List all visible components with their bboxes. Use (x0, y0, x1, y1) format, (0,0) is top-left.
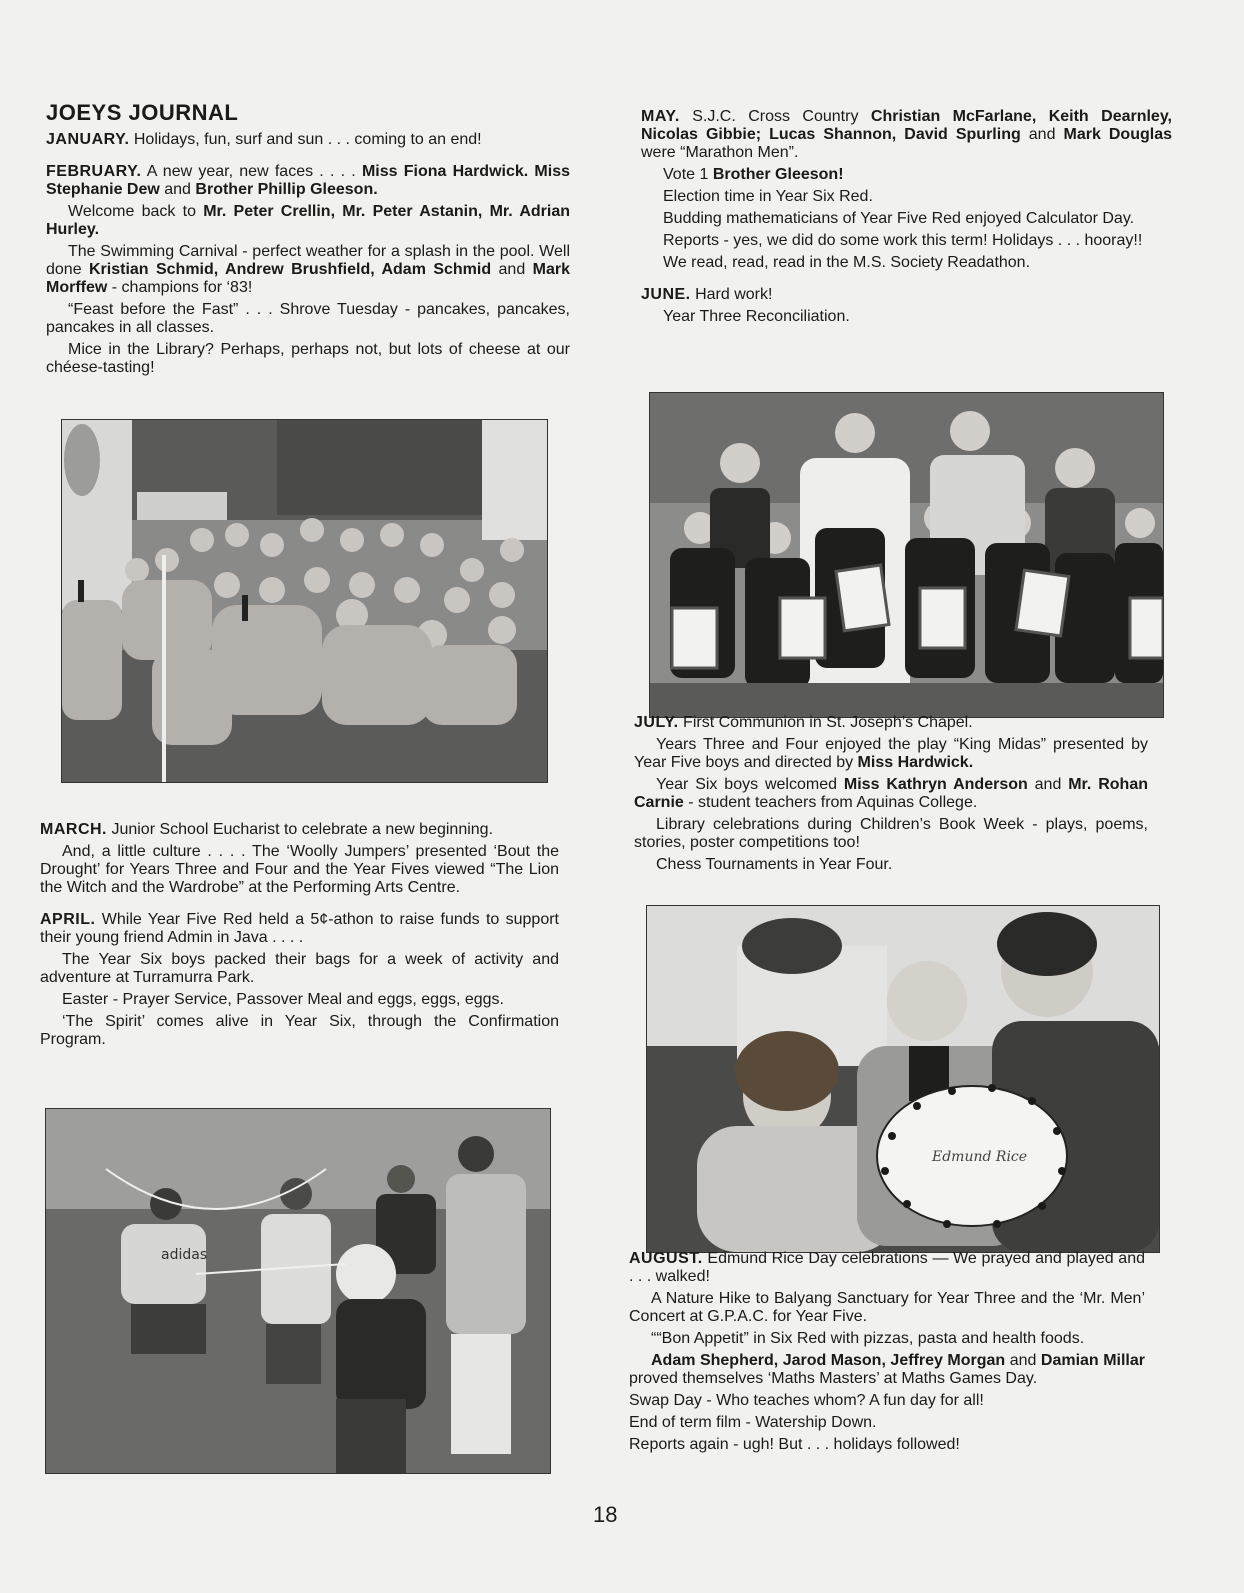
right-column (641, 108, 1172, 326)
july-student-teachers: Year Six boys welcomed Miss Kathryn Anderson and Mr. Rohan Carnie - student teachers from Aquinas College. (634, 776, 1148, 811)
february-welcome: Welcome back to Mr. Peter Crellin, Mr. Peter Astanin, Mr. Adrian Hurley. (46, 203, 570, 238)
august-nature-hike: A Nature Hike to Balyang Sanctuary for Year Three and the ‘Mr. Men’ Concert at G.P.A.C. for Year Five. (629, 1290, 1145, 1325)
shirt-logo-text: adidas (161, 1247, 208, 1263)
april-easter: Easter - Prayer Service, Passover Meal and eggs, eggs, eggs. (62, 991, 504, 1008)
swimming-carnival-photo (61, 419, 548, 783)
edmund-rice-cake-photo (646, 905, 1160, 1253)
march-entry: MARCH. Junior School Eucharist to celebrate a new beginning. (40, 821, 494, 838)
page-number: 18 (593, 1502, 618, 1527)
august-maths-masters: Adam Shepherd, Jarod Mason, Jeffrey Morgan and Damian Millar proved themselves ‘Maths Masters’ at Maths Games Day. (629, 1352, 1146, 1387)
february-entry: FEBRUARY. A new year, new faces . . . . Miss Fiona Hardwick. Miss Stephanie Dew and Brother Phillip Gleeson. (46, 163, 570, 198)
right-column-lower (629, 1250, 1145, 1454)
april-spirit: ‘The Spirit’ comes alive in Year Six, through the Confirmation Program. (40, 1013, 559, 1048)
may-vote: Vote 1 Brother Gleeson! (663, 166, 844, 183)
cake-icing-text: Edmund Rice (932, 1149, 1028, 1165)
march-culture: And, a little culture . . . . The ‘Woolly Jumpers’ presented ‘Bout the Drought’ for Years Three and Four and the Year Fives viewed “The Lion the Witch and the Wardrobe” at the Performing Arts Centre. (40, 843, 559, 896)
july-entry: JULY. First Communion in St. Joseph’s Chapel. (634, 714, 973, 731)
august-bon-appetit: ““Bon Appetit” in Six Red with pizzas, pasta and health foods. (651, 1330, 1085, 1347)
february-shrove: “Feast before the Fast” . . . Shrove Tuesday - pancakes, pancakes, pancakes in all classes. (46, 301, 570, 336)
communion-group-photo (649, 392, 1164, 718)
may-election: Election time in Year Six Red. (663, 188, 873, 205)
january-entry: JANUARY. Holidays, fun, surf and sun . . . coming to an end! (46, 131, 482, 148)
july-play: Years Three and Four enjoyed the play “King Midas” presented by Year Five boys and directed by Miss Hardwick. (634, 736, 1148, 771)
may-calculator: Budding mathematicians of Year Five Red enjoyed Calculator Day. (663, 210, 1135, 227)
page-title: JOEYS JOURNAL (46, 100, 239, 125)
august-entry: AUGUST. Edmund Rice Day celebrations — We prayed and played and . . . walked! (629, 1250, 1145, 1285)
may-entry: MAY. S.J.C. Cross Country Christian McFarlane, Keith Dearnley, Nicolas Gibbie; Lucas Shannon, David Spurling and Mark Douglas were “Marathon Men”. (641, 108, 1172, 161)
july-book-week: Library celebrations during Children’s Book Week - plays, poems, stories, poster competitions too! (634, 816, 1148, 851)
may-reports: Reports - yes, we did do some work this term! Holidays . . . hooray!! (663, 232, 1143, 249)
august-film: End of term film - Watership Down. (629, 1414, 877, 1431)
february-cheese: Mice in the Library? Perhaps, perhaps not, but lots of cheese at our chéese-tasting! (46, 341, 570, 376)
june-entry: JUNE. Hard work! (641, 286, 773, 303)
june-reconciliation: Year Three Reconciliation. (663, 308, 850, 325)
february-swimming: The Swimming Carnival - perfect weather for a splash in the pool. Well done Kristian Schmid, Andrew Brushfield, Adam Schmid and Mark Morffew - champions for ‘83! (46, 243, 570, 296)
left-column (46, 100, 570, 377)
outdoor-activity-photo (45, 1108, 551, 1474)
left-column-lower (40, 821, 559, 1049)
right-column-middle (634, 714, 1148, 874)
july-chess: Chess Tournaments in Year Four. (656, 856, 893, 873)
april-camp: The Year Six boys packed their bags for a week of activity and adventure at Turramurra Park. (40, 951, 559, 986)
august-reports: Reports again - ugh! But . . . holidays followed! (629, 1436, 960, 1453)
april-entry: APRIL. While Year Five Red held a 5¢-athon to raise funds to support their young friend Admin in Java . . . . (40, 911, 559, 946)
august-swap-day: Swap Day - Who teaches whom? A fun day for all! (629, 1392, 984, 1409)
may-readathon: We read, read, read in the M.S. Society Readathon. (663, 254, 1031, 271)
